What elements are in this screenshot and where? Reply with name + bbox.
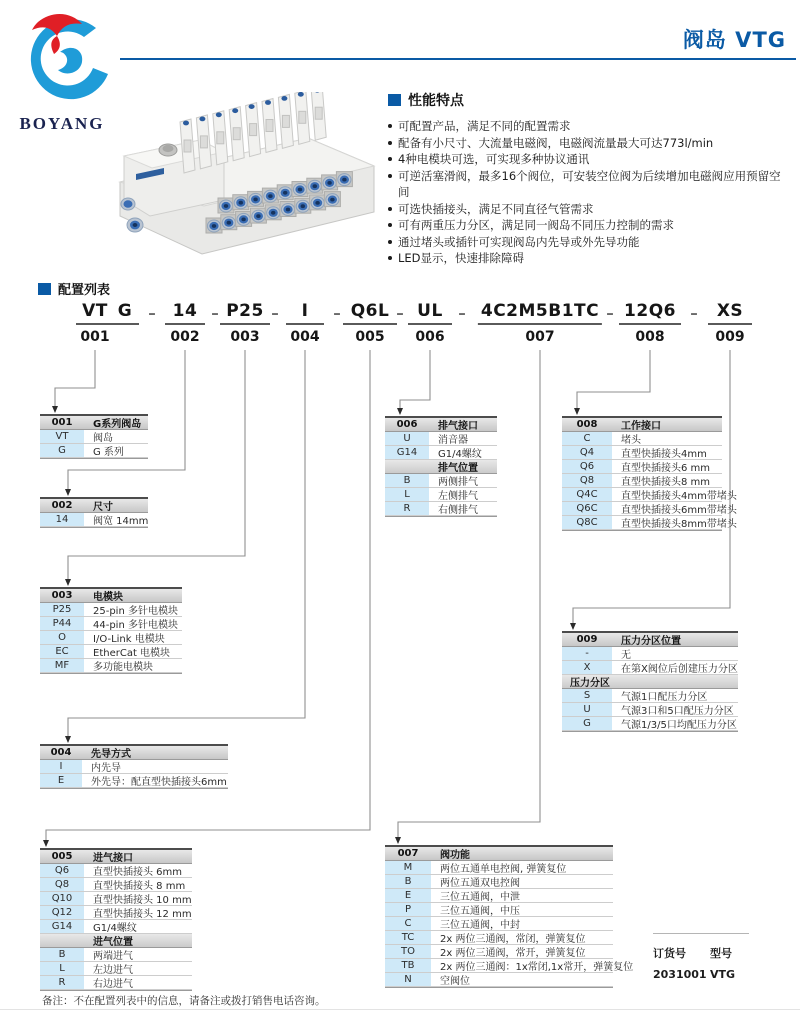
table-desc-cell: 两位五通双电控阀: [440, 878, 520, 889]
table-header-title: 排气接口: [438, 421, 478, 432]
table-code-cell: B: [40, 948, 84, 961]
code-number: 001: [80, 329, 110, 345]
arrow-icon: [65, 489, 71, 496]
dash-separator: –: [690, 304, 698, 322]
arrow-icon: [574, 408, 580, 415]
table-desc-cell: G1/4螺纹: [438, 449, 482, 460]
dash-separator: –: [211, 304, 219, 322]
table-header: [40, 744, 228, 760]
feature-text: 可有两重压力分区，满足同一阀岛不同压力控制的需求: [398, 218, 674, 232]
connector-line: [68, 350, 305, 742]
table-code-cell: Q6: [562, 460, 612, 473]
feature-text: 可选快插接头，满足不同直径气管需求: [398, 201, 594, 216]
table-header: [40, 414, 148, 430]
table-row: [40, 603, 182, 617]
config-table: [40, 848, 192, 991]
table-code-cell: Q6C: [562, 502, 612, 515]
table-code-cell: U: [385, 432, 429, 445]
footer-note: 备注：不在配置列表中的信息，请备注或拨打销售电话咨询。: [42, 995, 326, 1007]
dash-separator: –: [458, 304, 466, 322]
table-desc-cell: 外先导：配直型快插接头6mm: [91, 777, 227, 788]
table-header-title: 阀功能: [440, 850, 470, 861]
table-row: [40, 631, 182, 645]
dash-separator: –: [396, 304, 404, 322]
dash-separator: –: [333, 304, 341, 322]
table-desc-cell: 堵头: [621, 435, 641, 446]
table-row: [40, 864, 192, 878]
table-header-code: 005: [51, 851, 73, 862]
table-code-cell: R: [385, 502, 429, 515]
table-header-title: G系列阀岛: [93, 419, 142, 430]
dash-separator: –: [271, 304, 279, 322]
table-desc-cell: 阀岛: [93, 433, 113, 444]
table-code-cell: L: [385, 488, 429, 501]
code-number: 006: [415, 329, 445, 345]
table-desc-cell: 阀宽 14mm: [93, 516, 149, 527]
table-code-cell: C: [562, 432, 612, 445]
table-row: [385, 945, 613, 959]
table-row: [40, 760, 228, 774]
table-header: [40, 587, 182, 603]
feature-text: 可逆活塞滑阀，最多16个阀位，可安装空位阀为后续增加电磁阀应用预留空间: [398, 168, 781, 199]
table-header-title: 压力分区位置: [621, 636, 681, 647]
table-code-cell: G14: [385, 446, 429, 459]
table-row: [40, 976, 192, 990]
table-row: [40, 948, 192, 962]
table-header-code: 006: [396, 419, 418, 430]
code-number: 002: [170, 329, 200, 345]
table-code-cell: Q10: [40, 892, 84, 905]
arrow-icon: [65, 736, 71, 743]
code-segment: UL: [408, 301, 452, 325]
table-row: [40, 878, 192, 892]
table-header: [562, 631, 738, 647]
table-desc-cell: 直型快插接头 8 mm: [93, 881, 186, 892]
table-header: [562, 416, 722, 432]
table-desc-cell: 无: [621, 650, 631, 661]
table-code-cell: Q6: [40, 864, 84, 877]
config-table: [385, 845, 634, 988]
table-desc-cell: 空阀位: [440, 976, 470, 987]
table-row: [562, 717, 738, 731]
config-table: [40, 744, 228, 789]
table-code-cell: TC: [385, 931, 431, 944]
order-info: [653, 933, 749, 988]
code-row: [0, 0, 800, 360]
table-code-cell: E: [385, 889, 431, 902]
table-code-cell: Q8: [40, 878, 84, 891]
feature-text: 配备有小尺寸、大流量电磁阀，电磁阀流量最大可达773l/min: [398, 135, 714, 150]
table-code-cell: S: [562, 689, 612, 702]
table-row: [562, 689, 738, 703]
table-code-cell: VT: [40, 430, 84, 443]
table-row: [40, 920, 192, 934]
table-row: [385, 502, 497, 516]
table-row: [562, 432, 722, 446]
feature-text: LED显示，快速排除障碍: [398, 251, 525, 265]
table-code-cell: P: [385, 903, 431, 916]
table-code-cell: B: [385, 474, 429, 487]
table-code-cell: N: [385, 973, 431, 986]
table-desc-cell: 气源1口配压力分区: [621, 692, 708, 703]
code-number: 005: [355, 329, 385, 345]
table-code-cell: G14: [40, 920, 84, 933]
table-desc-cell: 直型快插接头6mm带堵头: [621, 505, 737, 516]
table-row: [40, 617, 182, 631]
table-row: [40, 906, 192, 920]
table-code-cell: Q12: [40, 906, 84, 919]
table-desc-cell: 直型快插接头6 mm: [621, 463, 711, 474]
table-row: [562, 460, 722, 474]
table-desc-cell: G1/4螺纹: [93, 923, 137, 934]
code-segment: Q6L: [343, 301, 397, 325]
table-header-code: 004: [50, 747, 72, 758]
table-code-cell: TB: [385, 959, 431, 972]
arrow-icon: [43, 840, 49, 847]
table-row: [385, 931, 613, 945]
table-desc-cell: G 系列: [93, 447, 124, 458]
table-desc-cell: 2x 两位三通阀：1x常闭,1x常开，弹簧复位: [440, 962, 634, 973]
table-desc-cell: 多功能电模块: [93, 662, 153, 673]
table-code-cell: G: [562, 717, 612, 730]
table-desc-cell: 2x 两位三通阀，常开，弹簧复位: [440, 948, 586, 959]
table-code-cell: EC: [40, 645, 84, 658]
bottom-rule: [0, 1009, 800, 1010]
arrow-icon: [397, 408, 403, 415]
arrow-icon: [52, 406, 58, 413]
table-desc-cell: 直型快插接头8 mm: [621, 477, 711, 488]
table-desc-cell: 在第X阀位后创建压力分区: [621, 664, 738, 675]
table-header-code: 001: [51, 417, 73, 428]
table-code-cell: X: [562, 661, 612, 674]
table-desc-cell: 气源3口和5口配压力分区: [621, 706, 734, 717]
table-row: [562, 502, 737, 516]
table-desc-cell: 左边进气: [93, 965, 133, 976]
table-header: [40, 497, 148, 513]
table-code-cell: TO: [385, 945, 431, 958]
table-desc-cell: 直型快插接头4mm: [621, 449, 707, 460]
code-number: 004: [290, 329, 320, 345]
config-table: [40, 414, 148, 459]
table-row: [385, 973, 613, 987]
table-row: [40, 645, 182, 659]
table-row: [40, 962, 192, 976]
table-code-cell: Q4: [562, 446, 612, 459]
arrow-icon: [570, 623, 576, 630]
arrow-icon: [65, 579, 71, 586]
table-subheader: 进气位置: [40, 934, 192, 948]
table-code-cell: -: [562, 647, 612, 660]
order-no-value: 2031001: [653, 968, 707, 981]
table-desc-cell: 直型快插接头8mm带堵头: [621, 519, 737, 530]
table-desc-cell: 气源1/3/5口均配压力分区: [621, 720, 737, 731]
dash-separator: –: [148, 304, 156, 322]
code-number: 009: [715, 329, 745, 345]
table-code-cell: 14: [40, 513, 84, 526]
table-row: [562, 474, 722, 488]
table-row: [385, 861, 613, 875]
code-number: 003: [230, 329, 260, 345]
table-desc-cell: 两端进气: [93, 951, 133, 962]
table-header: [385, 416, 497, 432]
code-segment: I: [286, 301, 324, 325]
table-row: [40, 774, 228, 788]
table-code-cell: G: [40, 444, 84, 457]
table-desc-cell: 左侧排气: [438, 491, 478, 502]
table-desc-cell: I/O-Link 电模块: [93, 634, 165, 645]
table-row: [385, 917, 613, 931]
table-code-cell: Q4C: [562, 488, 612, 501]
connector-line: [68, 350, 245, 585]
table-row: [385, 889, 613, 903]
table-row: [562, 661, 738, 675]
table-row: [385, 446, 497, 460]
table-desc-cell: 消音器: [438, 435, 468, 446]
table-desc-cell: 直型快插接头 6mm: [93, 867, 183, 878]
feature-text: 可配置产品，满足不同的配置需求: [398, 119, 571, 133]
table-header-title: 先导方式: [91, 749, 131, 760]
feature-text: 4种电模块可选，可实现多种协议通讯: [398, 152, 590, 166]
code-segment: XS: [708, 301, 752, 325]
table-code-cell: U: [562, 703, 612, 716]
table-header-code: 002: [51, 500, 73, 511]
table-desc-cell: 右边进气: [93, 979, 133, 990]
page-title: 阀岛 VTG: [682, 28, 786, 52]
table-header-title: 电模块: [93, 592, 123, 603]
code-number: 007: [525, 329, 555, 345]
table-header-title: 进气接口: [93, 853, 133, 864]
table-row: [385, 432, 497, 446]
table-row: [40, 659, 182, 673]
table-desc-cell: 两位五通单电控阀, 弹簧复位: [440, 864, 567, 875]
table-row: [562, 488, 737, 502]
config-table: [40, 587, 182, 674]
table-row: [40, 892, 192, 906]
table-row: [40, 430, 148, 444]
table-desc-cell: 44-pin 多针电模块: [93, 620, 178, 631]
model-label: 型号: [710, 947, 732, 960]
config-heading-text: 配置列表: [58, 283, 111, 298]
table-code-cell: E: [40, 774, 82, 787]
table-row: [385, 903, 613, 917]
table-desc-cell: 直型快插接头 12 mm: [93, 909, 192, 920]
table-desc-cell: 25-pin 多针电模块: [93, 606, 178, 617]
table-header-code: 008: [576, 419, 598, 430]
table-code-cell: I: [40, 760, 82, 773]
table-desc-cell: 直型快插接头 10 mm: [93, 895, 192, 906]
table-header-title: 工作接口: [621, 421, 661, 432]
table-row: [562, 647, 738, 661]
table-code-cell: P44: [40, 617, 84, 630]
table-header: [40, 848, 192, 864]
features-heading-text: 性能特点: [408, 93, 464, 109]
dash-separator: –: [606, 304, 614, 322]
table-desc-cell: 两侧排气: [438, 477, 478, 488]
table-subheader: 压力分区: [562, 675, 738, 689]
table-desc-cell: 2x 两位三通阀，常闭，弹簧复位: [440, 934, 586, 945]
table-row: [385, 875, 613, 889]
table-code-cell: L: [40, 962, 84, 975]
config-table: [562, 416, 737, 531]
table-code-cell: M: [385, 861, 431, 874]
table-desc-cell: 三位五通阀，中压: [440, 906, 520, 917]
code-segment: 14: [165, 301, 205, 325]
table-desc-cell: 直型快插接头4mm带堵头: [621, 491, 737, 502]
table-subheader: 排气位置: [385, 460, 497, 474]
table-row: [385, 488, 497, 502]
table-row: [40, 444, 148, 458]
code-segment: VT: [76, 301, 114, 325]
table-code-cell: Q8: [562, 474, 612, 487]
table-desc-cell: 右侧排气: [438, 505, 478, 516]
arrow-icon: [395, 837, 401, 844]
table-row: [385, 474, 497, 488]
table-code-cell: P25: [40, 603, 84, 616]
code-segment: 12Q6: [619, 301, 681, 325]
code-segment: 4C2M5B1TC: [478, 301, 602, 325]
config-table: [562, 631, 738, 732]
table-code-cell: MF: [40, 659, 84, 672]
feature-text: 通过堵头或插针可实现阀岛内先导或外先导功能: [398, 234, 640, 249]
logo-text: BOYANG: [19, 114, 105, 133]
table-row: [385, 959, 634, 973]
table-code-cell: R: [40, 976, 84, 989]
table-row: [40, 513, 148, 527]
code-segment: G: [111, 301, 139, 325]
table-row: [562, 703, 738, 717]
table-code-cell: O: [40, 631, 84, 644]
table-desc-cell: EtherCat 电模块: [93, 648, 171, 659]
table-header-title: 尺寸: [93, 502, 113, 513]
table-header-code: 009: [576, 634, 598, 645]
table-code-cell: B: [385, 875, 431, 888]
table-header: [385, 845, 613, 861]
table-header-code: 007: [397, 848, 419, 859]
code-segment: P25: [220, 301, 270, 325]
table-row: [562, 446, 722, 460]
config-table: [40, 497, 148, 528]
code-number: 008: [635, 329, 665, 345]
table-code-cell: C: [385, 917, 431, 930]
table-desc-cell: 内先导: [91, 763, 121, 774]
model-value: VTG: [710, 968, 736, 981]
order-no-label: 订货号: [653, 947, 686, 960]
table-header-code: 003: [51, 590, 73, 601]
table-desc-cell: 三位五通阀，中泄: [440, 892, 520, 903]
table-row: [562, 516, 737, 530]
table-code-cell: Q8C: [562, 516, 612, 529]
table-desc-cell: 三位五通阀，中封: [440, 920, 520, 931]
config-table: [385, 416, 497, 517]
